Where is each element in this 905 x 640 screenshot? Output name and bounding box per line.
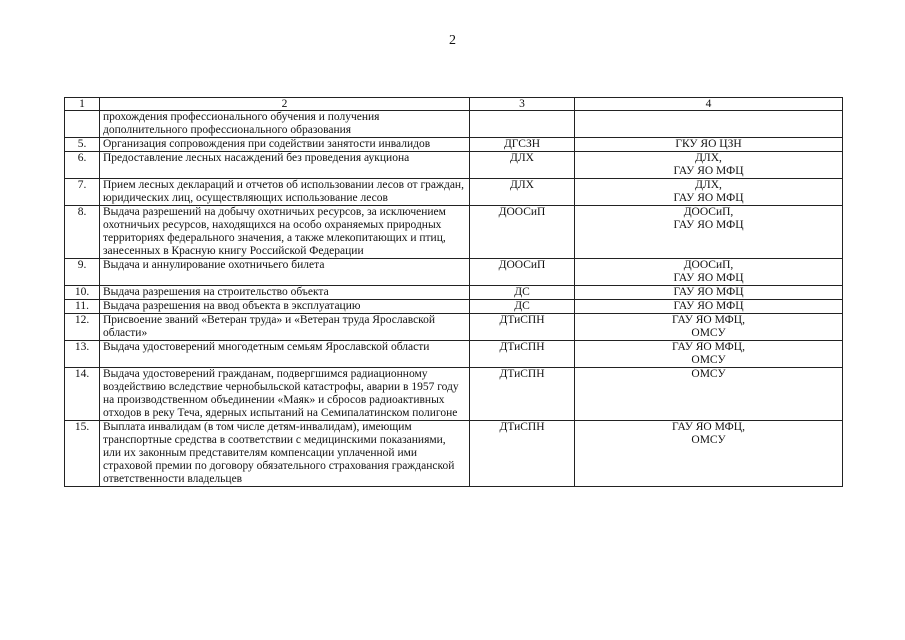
row-number-cell: 12.	[65, 314, 100, 341]
row-number-cell: 6.	[65, 152, 100, 179]
table-row	[65, 179, 843, 206]
table-row	[65, 206, 843, 259]
provider-cell: ДЛХ, ГАУ ЯО МФЦ	[575, 152, 843, 179]
row-number-cell: 11.	[65, 300, 100, 314]
table-row	[65, 421, 843, 487]
service-name-cell: Выдача разрешения на строительство объекта	[100, 286, 470, 300]
responsible-body-cell: ДЛХ	[470, 179, 575, 206]
service-name-cell: Прием лесных деклараций и отчетов об использовании лесов от граждан, юридических лиц, осуществляющих использование лесов	[100, 179, 470, 206]
row-number-cell: 9.	[65, 259, 100, 286]
table-row	[65, 300, 843, 314]
page-number: 2	[449, 33, 456, 48]
provider-cell: ГАУ ЯО МФЦ, ОМСУ	[575, 314, 843, 341]
provider-cell: ГКУ ЯО ЦЗН	[575, 138, 843, 152]
service-name-cell: Выдача разрешений на добычу охотничьих ресурсов, за исключением охотничьих ресурсов, находящихся на особо охраняемых природных территориях федерального значения, а также млекопитающих и птиц, занесенных в Красную книгу Российской Федерации	[100, 206, 470, 259]
provider-cell: ГАУ ЯО МФЦ, ОМСУ	[575, 421, 843, 487]
table-header-row	[65, 98, 843, 111]
service-name-cell: Выплата инвалидам (в том числе детям-инвалидам), имеющим транспортные средства в соответствии с медицинскими показаниями, или их законным представителям компенсации уплаченной ими страховой премии по договору обязательного страхования гражданской ответственности владельцев	[100, 421, 470, 487]
responsible-body-cell: ДТиСПН	[470, 341, 575, 368]
table-row	[65, 286, 843, 300]
column-header: 4	[575, 98, 843, 111]
service-name-cell: Выдача удостоверений гражданам, подвергшимся радиационному воздействию вследствие чернобыльской катастрофы, аварии в 1957 году на производственном объединении «Маяк» и сбросов радиоактивных отходов в реку Теча, ядерных испытаний на Семипалатинском полигоне	[100, 368, 470, 421]
row-number-cell	[65, 111, 100, 138]
service-name-cell: Выдача и аннулирование охотничьего билета	[100, 259, 470, 286]
table-row	[65, 341, 843, 368]
responsible-body-cell	[470, 111, 575, 138]
table-row	[65, 152, 843, 179]
service-name-cell: Предоставление лесных насаждений без проведения аукциона	[100, 152, 470, 179]
responsible-body-cell: ДТиСПН	[470, 421, 575, 487]
table-row	[65, 138, 843, 152]
provider-cell: ДЛХ, ГАУ ЯО МФЦ	[575, 179, 843, 206]
provider-cell: ДООСиП, ГАУ ЯО МФЦ	[575, 259, 843, 286]
responsible-body-cell: ДЛХ	[470, 152, 575, 179]
column-header: 3	[470, 98, 575, 111]
service-name-cell: Выдача удостоверений многодетным семьям Ярославской области	[100, 341, 470, 368]
table-row	[65, 314, 843, 341]
row-number-cell: 7.	[65, 179, 100, 206]
table-row	[65, 111, 843, 138]
service-name-cell: Присвоение званий «Ветеран труда» и «Ветеран труда Ярославской области»	[100, 314, 470, 341]
responsible-body-cell: ДТиСПН	[470, 314, 575, 341]
column-header: 1	[65, 98, 100, 111]
service-name-cell: Организация сопровождения при содействии занятости инвалидов	[100, 138, 470, 152]
row-number-cell: 5.	[65, 138, 100, 152]
responsible-body-cell: ДООСиП	[470, 259, 575, 286]
responsible-body-cell: ДООСиП	[470, 206, 575, 259]
services-table	[64, 97, 843, 487]
provider-cell: ДООСиП, ГАУ ЯО МФЦ	[575, 206, 843, 259]
responsible-body-cell: ДС	[470, 286, 575, 300]
row-number-cell: 15.	[65, 421, 100, 487]
service-name-cell: прохождения профессионального обучения и получения дополнительного профессионального образования	[100, 111, 470, 138]
row-number-cell: 8.	[65, 206, 100, 259]
provider-cell: ГАУ ЯО МФЦ	[575, 300, 843, 314]
responsible-body-cell: ДТиСПН	[470, 368, 575, 421]
table-row	[65, 259, 843, 286]
row-number-cell: 13.	[65, 341, 100, 368]
provider-cell: ГАУ ЯО МФЦ	[575, 286, 843, 300]
provider-cell: ОМСУ	[575, 368, 843, 421]
column-header: 2	[100, 98, 470, 111]
table-body	[65, 98, 843, 487]
provider-cell	[575, 111, 843, 138]
row-number-cell: 14.	[65, 368, 100, 421]
table-row	[65, 368, 843, 421]
responsible-body-cell: ДГСЗН	[470, 138, 575, 152]
row-number-cell: 10.	[65, 286, 100, 300]
provider-cell: ГАУ ЯО МФЦ, ОМСУ	[575, 341, 843, 368]
responsible-body-cell: ДС	[470, 300, 575, 314]
service-name-cell: Выдача разрешения на ввод объекта в эксплуатацию	[100, 300, 470, 314]
